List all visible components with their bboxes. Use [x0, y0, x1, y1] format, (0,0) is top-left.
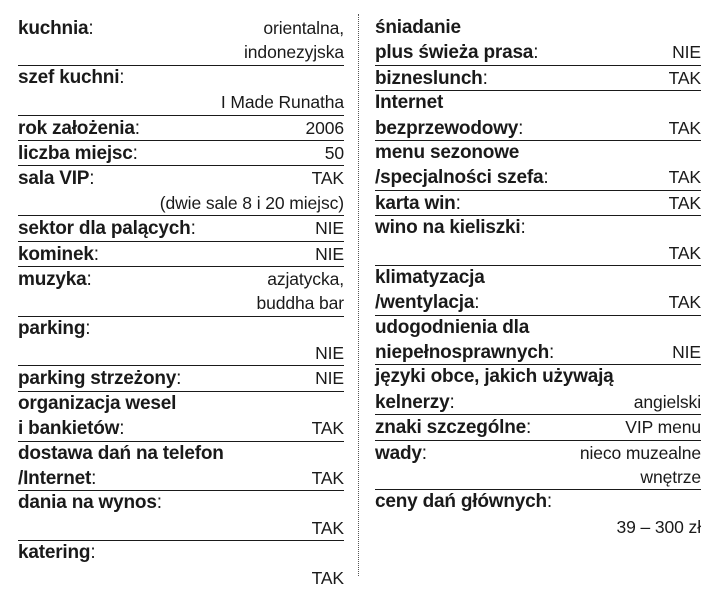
info-entry [375, 415, 701, 440]
entry-main-line [375, 340, 701, 364]
left-column [18, 16, 344, 590]
entry-label: wino na kieliszki [375, 217, 521, 239]
entry-label-wrap [18, 491, 162, 515]
entry-value-line [375, 241, 701, 265]
entry-label-wrap [375, 490, 552, 514]
entry-value: 50 [324, 142, 344, 163]
info-entry [18, 116, 344, 141]
entry-colon: : [176, 368, 182, 390]
entry-value-line [375, 465, 701, 489]
entry-colon: : [190, 218, 196, 240]
entry-colon: : [421, 442, 427, 464]
info-entry [18, 267, 344, 317]
entry-colon: : [156, 492, 162, 514]
info-entry [18, 242, 344, 267]
entry-label-line [18, 392, 344, 416]
entry-colon: : [134, 117, 140, 139]
entry-main-line [375, 415, 701, 439]
entry-value-line [18, 40, 344, 64]
entry-label: parking [18, 317, 86, 339]
entry-label: kuchnia [18, 18, 89, 39]
entry-main-line [18, 16, 344, 40]
entry-label-wrap [375, 192, 461, 216]
entry-label-wrap [18, 117, 140, 141]
entry-main-line [375, 116, 701, 140]
entry-colon: : [525, 417, 532, 439]
entry-label-line [375, 141, 701, 165]
entry-colon: : [132, 142, 138, 164]
entry-label: wady [375, 442, 422, 464]
entry-main-line [375, 165, 701, 189]
entry-label: klimatyzacja [375, 266, 485, 288]
entry-label-line [18, 442, 344, 466]
entry-label: liczba miejsc [18, 142, 133, 164]
entry-label-wrap [18, 17, 94, 41]
entry-value: TAK [311, 517, 344, 538]
entry-main-line [375, 216, 701, 240]
entry-colon: : [533, 42, 539, 64]
entry-colon: : [85, 317, 91, 339]
entry-value: NIE [315, 218, 344, 239]
entry-label-line [375, 16, 701, 40]
entry-value: TAK [311, 468, 344, 489]
entry-label: /wentylacja [375, 292, 475, 314]
entry-label-wrap [18, 417, 124, 441]
entry-label: niepełnosprawnych [375, 342, 549, 364]
entry-value: TAK [668, 292, 701, 313]
entry-label-wrap [18, 367, 181, 391]
entry-label-wrap [18, 317, 90, 341]
entry-value-line [18, 90, 344, 114]
entry-label-wrap [18, 541, 95, 565]
entry-label: karta win [375, 192, 456, 214]
entry-label: bizneslunch [375, 67, 483, 89]
entry-colon: : [518, 117, 524, 139]
entry-colon: : [548, 342, 555, 364]
entry-value: azjatycka, [267, 268, 344, 289]
info-entry [375, 16, 701, 66]
entry-main-line [18, 416, 344, 440]
entry-value: wnętrze [640, 467, 701, 488]
entry-label: udogodnienia dla [375, 316, 530, 338]
entry-value: I Made Runatha [220, 92, 344, 113]
entry-label-wrap [18, 66, 124, 90]
entry-label-wrap [375, 67, 488, 91]
entry-value-line [18, 341, 344, 365]
entry-value: (dwie sale 8 i 20 miejsc) [159, 192, 344, 213]
entry-colon: : [119, 66, 125, 88]
entry-value: orientalna, [263, 18, 344, 38]
entry-colon: : [546, 491, 552, 513]
entry-label: parking strzeżony [18, 368, 177, 390]
entry-label: sala VIP [18, 168, 90, 190]
entry-main-line [18, 466, 344, 490]
entry-label: Internet [375, 92, 444, 114]
entry-main-line [375, 390, 701, 414]
entry-label: kominek [18, 243, 94, 265]
info-entry [375, 141, 701, 191]
entry-label-line [375, 91, 701, 115]
info-entry [375, 490, 701, 539]
entry-colon: : [449, 391, 455, 413]
entry-colon: : [543, 167, 549, 189]
entry-value: VIP menu [625, 417, 701, 438]
entry-label-wrap [375, 216, 526, 240]
entry-label-line [375, 266, 701, 290]
entry-value: TAK [311, 418, 344, 439]
entry-label: muzyka [18, 268, 87, 290]
entry-main-line [18, 242, 344, 266]
entry-colon: : [93, 243, 99, 265]
entry-main-line [18, 66, 344, 90]
info-entry [375, 365, 701, 415]
info-entry [18, 141, 344, 166]
entry-label-wrap [375, 166, 548, 190]
entry-value: TAK [668, 192, 701, 213]
entry-label: menu sezonowe [375, 141, 520, 163]
entry-label: śniadanie [375, 17, 461, 38]
entry-main-line [18, 267, 344, 291]
entry-label: znaki szczególne [375, 417, 526, 439]
entry-value-line [375, 515, 701, 539]
entry-value: TAK [668, 242, 701, 263]
entry-value: TAK [668, 167, 701, 188]
entry-label: języki obce, jakich używają [375, 366, 614, 388]
entry-main-line [375, 191, 701, 215]
info-entry [18, 491, 344, 541]
entry-label-wrap [375, 442, 427, 466]
entry-value: TAK [311, 567, 344, 588]
entry-label-wrap [18, 268, 92, 292]
entry-label-wrap [375, 117, 523, 141]
entry-label: /specjalności szefa [375, 167, 544, 189]
info-entry [18, 541, 344, 590]
entry-label: dostawa dań na telefon [18, 442, 224, 464]
entry-value: 39 – 300 zł [616, 516, 701, 537]
entry-value: NIE [672, 42, 701, 63]
entry-label-line [375, 365, 701, 389]
entry-label: plus świeża prasa [375, 42, 534, 64]
entry-label: bezprzewodowy [375, 117, 519, 139]
entry-value: NIE [672, 342, 701, 363]
entry-main-line [375, 40, 701, 64]
entry-colon: : [520, 217, 526, 239]
entry-label: szef kuchni [18, 66, 120, 88]
entry-value: indonezyjska [244, 42, 344, 63]
entry-label-wrap [375, 41, 538, 65]
info-entry [18, 317, 344, 367]
info-entry [375, 66, 701, 91]
entry-value: NIE [315, 368, 344, 389]
info-entry [18, 216, 344, 241]
entry-value: NIE [315, 243, 344, 264]
entry-colon: : [474, 292, 480, 314]
entry-value: NIE [315, 343, 344, 364]
entry-label: sektor dla palących [18, 218, 191, 240]
entry-main-line [18, 541, 344, 565]
entry-label: kelnerzy [375, 391, 450, 413]
entry-colon: : [89, 168, 95, 190]
info-entry [375, 91, 701, 141]
info-entry [375, 441, 701, 491]
entry-main-line [375, 290, 701, 314]
info-entry [18, 392, 344, 442]
entry-main-line [375, 441, 701, 465]
entry-label-wrap [18, 142, 138, 166]
entry-colon: : [86, 268, 92, 290]
entry-value-line [18, 291, 344, 315]
entry-label-line [375, 316, 701, 340]
entry-main-line [18, 166, 344, 190]
entry-value: TAK [668, 67, 701, 88]
entry-label-wrap [375, 291, 479, 315]
entry-main-line [18, 216, 344, 240]
entry-main-line [375, 490, 701, 514]
entry-label-wrap [375, 341, 554, 365]
entry-colon: : [482, 67, 488, 89]
entry-main-line [18, 141, 344, 165]
info-entry [18, 66, 344, 116]
entry-label: dania na wynos [18, 492, 157, 514]
entry-value-line [18, 566, 344, 590]
entry-label: rok założenia [18, 117, 135, 139]
entry-label-wrap [375, 391, 455, 415]
entry-label: katering [18, 542, 91, 564]
entry-label-wrap [18, 243, 99, 267]
info-entry [18, 442, 344, 492]
entry-value: 2006 [305, 117, 344, 138]
info-entry [375, 316, 701, 366]
info-entry [18, 16, 344, 66]
info-entry [375, 266, 701, 316]
entry-colon: : [119, 418, 125, 440]
entry-label-wrap [18, 467, 96, 491]
entry-value-line [18, 516, 344, 540]
entry-label-wrap [375, 416, 531, 440]
info-entry [375, 216, 701, 266]
entry-colon: : [91, 468, 97, 490]
entry-colon: : [88, 18, 94, 39]
entry-colon: : [90, 542, 96, 564]
entry-value: TAK [311, 168, 344, 189]
entry-main-line [375, 66, 701, 90]
entry-main-line [18, 116, 344, 140]
info-entry [18, 166, 344, 216]
entry-value: TAK [668, 117, 701, 138]
entry-label-wrap [18, 167, 94, 191]
entry-label: organizacja wesel [18, 392, 177, 414]
entry-value: angielski [633, 391, 701, 412]
entry-value: buddha bar [256, 293, 344, 314]
entry-label: i bankietów [18, 418, 120, 440]
entry-main-line [18, 317, 344, 341]
right-column [375, 16, 701, 539]
info-entry [18, 366, 344, 391]
entry-main-line [18, 491, 344, 515]
column-divider [358, 14, 359, 576]
info-entry [375, 191, 701, 216]
entry-value: nieco muzealne [579, 442, 701, 463]
entry-value-line [18, 191, 344, 215]
entry-label: /Internet [18, 468, 92, 490]
entry-label-wrap [18, 217, 196, 241]
entry-main-line [18, 366, 344, 390]
entry-label: ceny dań głównych [375, 491, 547, 513]
entry-colon: : [455, 192, 461, 214]
